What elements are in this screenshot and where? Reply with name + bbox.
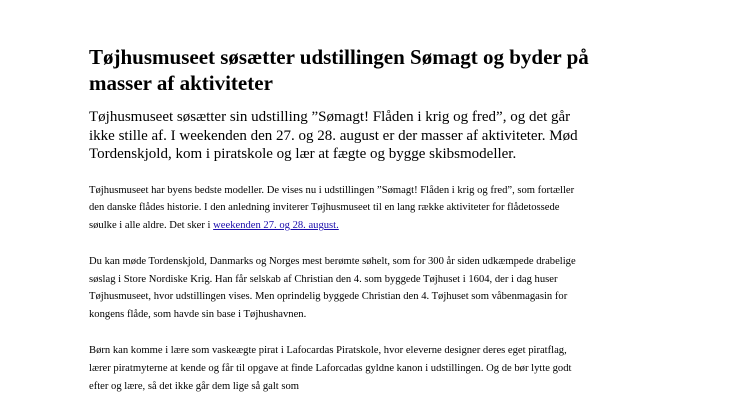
article-lead: Tøjhusmuseet søsætter sin udstilling ”Sømagt! Flåden i krig og fred”, og det går ikke stille af. I weekenden den 27. og 28. august er der masser af aktiviteter. Mød Tordenskjold, kom i piratskole og lær at fægte og bygge skibsmodeller. (89, 109, 578, 162)
article (89, 44, 589, 395)
paragraph-1 (89, 182, 589, 235)
paragraph-1-text: Tøjhusmuseet har byens bedste modeller. De vises nu i udstillingen ”Sømagt! Flåden i krig og fred”, som fortæller den danske flådes historie. I den anledning inviterer Tøjhusmuseet til en lang række aktiviteter for flådetossede søulke i alle aldre. Det sker i (89, 184, 575, 232)
paragraph-2: Du kan møde Tordenskjold, Danmarks og Norges mest berømte søhelt, som for 300 år siden udkæmpede drabelige søslag i Store Nordiske Krig. Han får selskab af Christian den 4. som byggede Tøjhuset i 1604, der i dag huser Tøjhusmuseet, hvor udstillingen vises. Men oprindelig byggede Christian den 4. Tøjhuset som våbenmagasin for kongens flåde, som havde sin base i Tøjhushavnen. (89, 255, 576, 321)
paragraph-3: Børn kan komme i lære som vaskeægte pirat i Lafocardas Piratskole, hvor eleverne designer deres eget piratflag, lærer piratmyterne at kende og får til opgave at finde Laforcadas gyldne kanon i udstillingen. Og de bør lytte godt efter og lære, så det ikke går dem lige så galt som (89, 345, 572, 392)
weekend-date-link[interactable]: weekenden 27. og 28. august. (213, 220, 339, 232)
article-title: Tøjhusmuseet søsætter udstillingen Sømagt og byder på masser af aktiviteter (89, 45, 589, 95)
